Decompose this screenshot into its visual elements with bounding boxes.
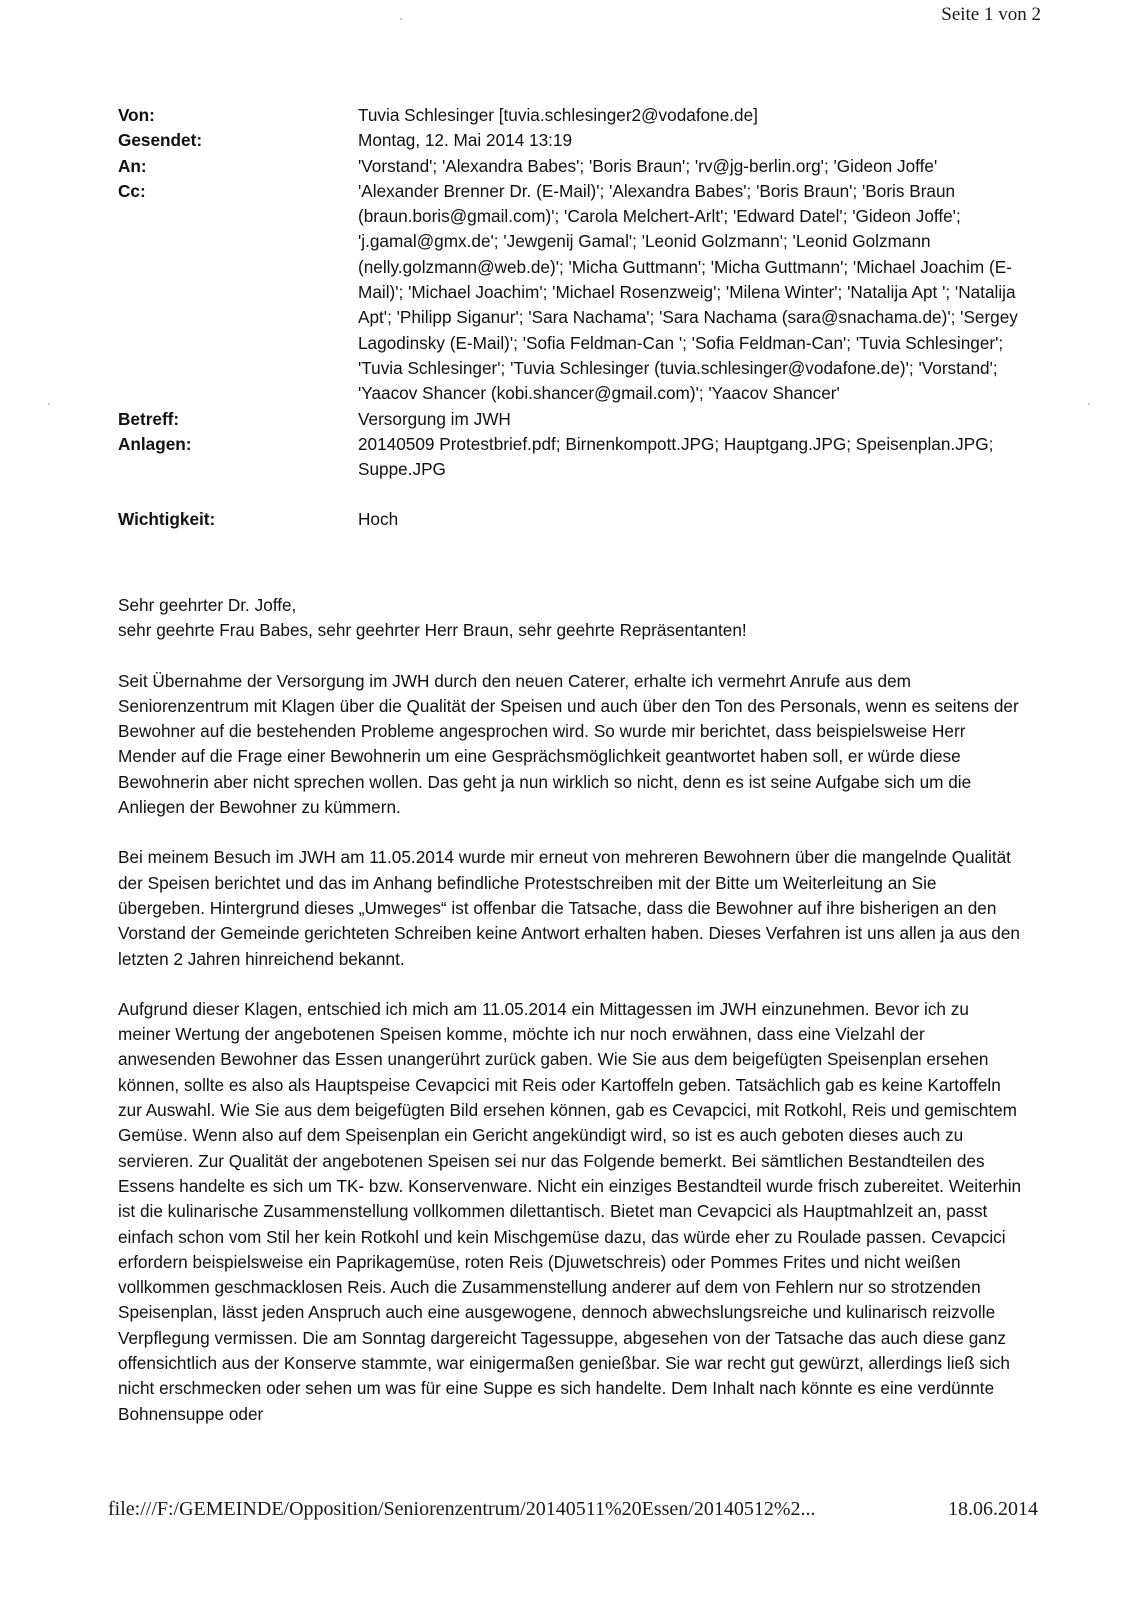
header-from-row <box>118 103 1018 128</box>
email-header <box>118 103 1018 533</box>
scan-speck <box>1088 403 1090 405</box>
to-value: 'Vorstand'; 'Alexandra Babes'; 'Boris Braun'; 'rv@jg-berlin.org'; 'Gideon Joffe' <box>358 155 938 176</box>
from-label: Von: <box>118 105 155 125</box>
from-value: Tuvia Schlesinger [tuvia.schlesinger2@vodafone.de] <box>358 105 758 125</box>
header-attachments-row <box>118 432 1018 483</box>
header-sent-row <box>118 128 1018 153</box>
attachments-value: 20140509 Protestbrief.pdf; Birnenkompott.JPG; Hauptgang.JPG; Speisenplan.JPG; Suppe.JPG <box>358 433 994 480</box>
body-paragraph-1: Seit Übernahme der Versorgung im JWH durch den neuen Caterer, erhalte ich vermehrt Anrufe aus dem Seniorenzentrum mit Klagen über die Qualität der Speisen und auch über den Ton des Personals, wenn es seitens der Bewohner auf die bestehenden Probleme angesprochen wird. So wurde mir berichtet, dass beispielsweise Herr Mender auf die Frage einer Bewohnerin um eine Gesprächsmöglichkeit geantwortet haben soll, er würde diese Bewohnerin aber nicht sprechen wollen. Das geht ja nun wirklich so nicht, denn es ist seine Aufgabe sich um die Anliegen der Bewohner zu kümmern. <box>118 670 1019 818</box>
header-to-row <box>118 154 1018 179</box>
print-footer <box>108 1498 1038 1521</box>
salutation-line-2: sehr geehrte Frau Babes, sehr geehrter Herr Braun, sehr geehrte Repräsentanten! <box>118 620 747 641</box>
subject-value: Versorgung im JWH <box>358 408 511 429</box>
header-cc-row <box>118 179 1018 407</box>
cc-label: Cc: <box>118 180 146 201</box>
body-paragraph-2: Bei meinem Besuch im JWH am 11.05.2014 wurde mir erneut von mehreren Bewohnern über die mangelnde Qualität der Speisen berichtet und das im Anhang befindliche Protestschreiben mit der Bitte um Weiterleitung an Sie übergeben. Hintergrund dieses „Umweges“ ist offenbar die Tatsache, dass die Bewohner auf ihre bisherigen an den Vorstand der Gemeinde gerichteten Schreiben keine Antwort erhalten haben. Dieses Verfahren ist uns allen ja aus den letzten 2 Jahren hinreichend bekannt. <box>118 847 1020 969</box>
sent-label: Gesendet: <box>118 130 203 151</box>
header-spacer <box>118 482 1018 507</box>
footer-date: 18.06.2014 <box>948 1498 1038 1520</box>
body-paragraph-3: Aufgrund dieser Klagen, entschied ich mich am 11.05.2014 ein Mittagessen im JWH einzunehmen. Bevor ich zu meiner Wertung der angebotenen Speisen komme, möchte ich nur noch erwähnen, dass eine Vielzahl der anwesenden Bewohner das Essen unangerührt zurück gaben. Wie Sie aus dem beigefügten Speisenplan ersehen können, sollte es also als Hauptspeise Cevapcici mit Reis oder Kartoffeln geben. Tatsächlich gab es keine Kartoffeln zur Auswahl. Wie Sie aus dem beigefügten Bild ersehen können, gab es Cevapcici, mit Rotkohl, Reis und gemischtem Gemüse. Wenn also auf dem Speisenplan ein Gericht angekündigt wird, so ist es auch geboten dieses auch zu servieren. Zur Qualität der angebotenen Speisen sei nur das Folgende bemerkt. Bei sämtlichen Bestandteilen des Essens handelte es sich um TK- bzw. Konservenware. Nicht ein einziges Bestandteil wurde frisch zubereitet. Weiterhin ist die kulinarische Zusammenstellung vollkommen dilettantisch. Bietet man Cevapcici als Hauptmahlzeit an, passt einfach schon vom Stil her kein Rotkohl und kein Mischgemüse dazu, das würde eher zu Roulade passen. Cevapcici erfordern beispielsweise ein Paprikagemüse, roten Reis (Djuwetschreis) oder Pommes Frites und nicht weißen vollkommen geschmacklosen Reis. Auch die Zusammenstellung anderer auf dem von Fehlern nur so strotzenden Speisenplan, lässt jeden Anspruch auch eine ausgewogene, dennoch abwechslungsreiche und kulinarisch reizvolle Verpflegung vermissen. Die am Sonntag dargereicht Tagessuppe, abgesehen von der Tatsache das auch diese ganz offensichtlich aus der Konserve stammte, war einigermaßen genießbar. Sie war recht gut gewürzt, allerdings ließ sich nicht erschmecken oder sehen um was für eine Suppe es sich handelte. Dem Inhalt nach könnte es eine verdünnte Bohnensuppe oder <box>118 998 1022 1424</box>
salutation-line-1: Sehr geehrter Dr. Joffe, <box>118 595 297 615</box>
header-importance-row <box>118 507 1018 532</box>
footer-file-path: file:///F:/GEMEINDE/Opposition/Seniorenzentrum/20140511%20Essen/20140512%2... <box>108 1498 816 1520</box>
salutation <box>118 593 1023 644</box>
importance-label: Wichtigkeit: <box>118 509 216 530</box>
scan-speck <box>48 403 50 405</box>
page-number: Seite 1 von 2 <box>941 4 1041 25</box>
to-label: An: <box>118 155 147 176</box>
header-subject-row <box>118 407 1018 432</box>
email-body <box>118 593 1023 1452</box>
subject-label: Betreff: <box>118 408 180 429</box>
attachments-label: Anlagen: <box>118 433 192 454</box>
sent-value: Montag, 12. Mai 2014 13:19 <box>358 130 573 151</box>
cc-value: 'Alexander Brenner Dr. (E-Mail)'; 'Alexandra Babes'; 'Boris Braun'; 'Boris Braun (braun.boris@gmail.com)'; 'Carola Melchert-Arlt'; 'Edward Datel'; 'Gideon Joffe'; 'j.gamal@gmx.de'; 'Jewgenij Gamal'; 'Leonid Golzmann'; 'Leonid Golzmann (nelly.golzmann@web.de)'; 'Micha Guttmann'; 'Micha Guttmann'; 'Michael Joachim (E-Mail)'; 'Michael Joachim'; 'Michael Rosenzweig'; 'Milena Winter'; 'Natalija Apt '; 'Natalija Apt'; 'Philipp Siganur'; 'Sara Nachama'; 'Sara Nachama (sara@snachama.de)'; 'Sergey Lagodinsky (E-Mail)'; 'Sofia Feldman-Can '; 'Sofia Feldman-Can'; 'Tuvia Schlesinger'; 'Tuvia Schlesinger'; 'Tuvia Schlesinger (tuvia.schlesinger@vodafone.de)'; 'Vorstand'; 'Yaacov Shancer (kobi.shancer@gmail.com)'; 'Yaacov Shancer' <box>358 180 1018 404</box>
scan-speck <box>400 18 402 20</box>
importance-value: Hoch <box>358 509 399 530</box>
